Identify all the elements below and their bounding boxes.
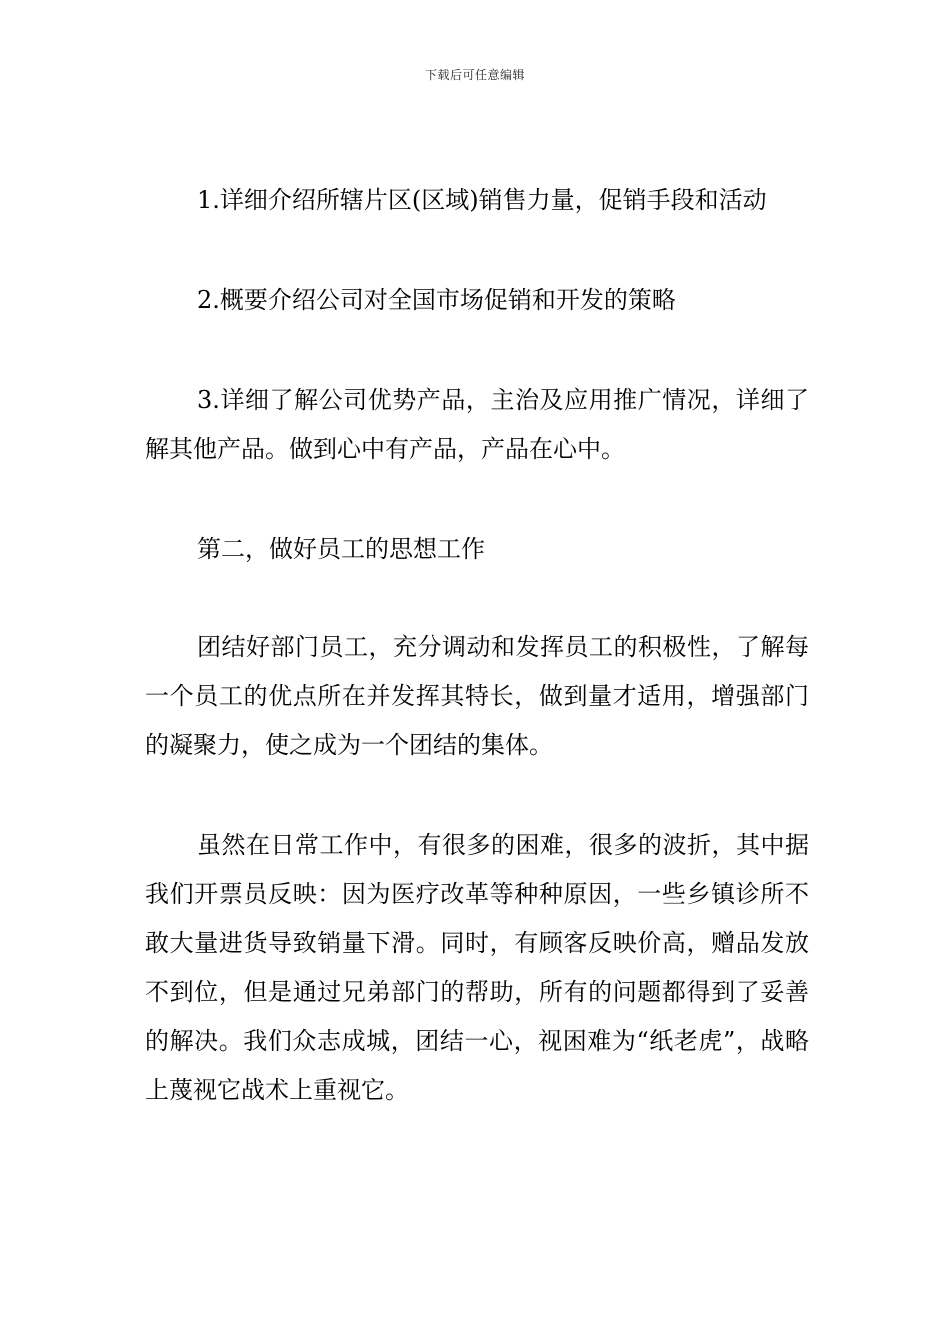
header-note: 下载后可任意编辑	[424, 68, 525, 82]
paragraph-team-unity: 团结好部门员工，充分调动和发挥员工的积极性，了解每一个员工的优点所在并发挥其特长，做到量才适用，增强部门的凝聚力，使之成为一个团结的集体。	[145, 633, 809, 759]
paragraph-national-strategy: 2.概要介绍公司对全国市场促销和开发的策略	[197, 286, 676, 314]
paragraph-difficulties: 虽然在日常工作中，有很多的困难，很多的波折，其中据我们开票员反映：因为医疗改革等种种原因，一些乡镇诊所不敢大量进货导致销量下滑。同时，有顾客反映价高，赠品发放不到位，但是通过兄弟部门的帮助，所有的问题都得到了妥善的解决。我们众志成城，团结一心，视困难为“纸老虎”，战略上蔑视它战术上重视它。	[145, 831, 809, 1104]
document-body	[145, 176, 809, 1115]
section-heading-staff-work: 第二，做好员工的思想工作	[197, 535, 485, 563]
paragraph-sales-force: 1.详细介绍所辖片区(区域)销售力量，促销手段和活动	[197, 186, 767, 214]
paragraph-product-knowledge: 3.详细了解公司优势产品，主治及应用推广情况，详细了解其他产品。做到心中有产品，产品在心中。	[145, 386, 809, 463]
